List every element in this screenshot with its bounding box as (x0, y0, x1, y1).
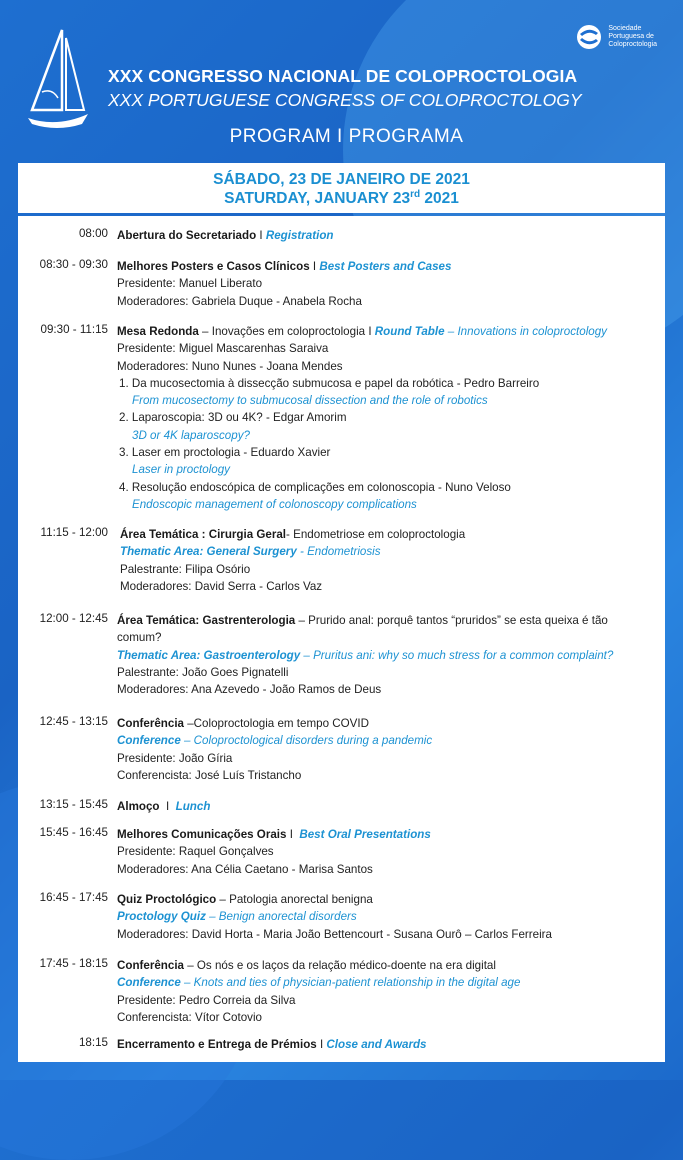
session-title-en: Best Posters and Cases (319, 260, 452, 273)
session-moderators: Moderadores: Ana Célia Caetano - Marisa Santos (117, 862, 373, 876)
session-speaker: Palestrante: Filipa Osório (120, 562, 251, 576)
society-logo (574, 24, 657, 50)
session-time: 11:15 - 12:00 (40, 526, 108, 539)
session-time: 12:00 - 12:45 (39, 612, 108, 625)
sailboat-logo (22, 28, 92, 133)
session-title: Área Temática: Gastrenterologia (117, 614, 296, 627)
session-chair: Presidente: Miguel Mascarenhas Saraiva (117, 342, 329, 356)
society-logo-icon (574, 24, 604, 50)
session-time: 08:00 (78, 227, 108, 240)
session-time: 12:45 - 13:15 (39, 715, 108, 728)
society-name-line: Sociedade (608, 25, 642, 32)
session-time: 09:30 - 11:15 (40, 323, 108, 336)
session-speaker: Conferencista: Vítor Cotovio (117, 1010, 262, 1024)
congress-title-pt: XXX CONGRESSO NACIONAL DE COLOPROCTOLOGIA (108, 66, 578, 86)
session-title-en: Conference (117, 976, 181, 990)
session-chair: Presidente: João Gíria (117, 751, 233, 765)
session-speaker: Conferencista: José Luís Tristancho (117, 768, 302, 782)
session-title-en: Conference (117, 734, 181, 748)
session-time: 16:45 - 17:45 (39, 891, 108, 904)
session-moderators: Moderadores: Nuno Nunes - Joana Mendes (117, 359, 343, 373)
session-moderators: Moderadores: David Horta - Maria João Bettencourt - Susana Ourô – Carlos Ferreira (117, 927, 552, 941)
session-title: Conferência (117, 717, 185, 730)
congress-title-en: XXX PORTUGUESE CONGRESS OF COLOPROCTOLOGY (108, 90, 582, 110)
session-time: 15:45 - 16:45 (39, 826, 108, 839)
session-title: Encerramento e Entrega de Prémios (117, 1038, 317, 1051)
day-band (18, 163, 665, 213)
society-name-line: Coloproctologia (608, 41, 657, 48)
session-title: Quiz Proctológico (117, 893, 217, 906)
talk-item-en: From mucosectomy to submucosal dissection and the role of robotics (132, 394, 488, 408)
society-name-line: Portuguesa de (608, 33, 654, 40)
session-chair: Presidente: Manuel Liberato (117, 277, 263, 291)
talk-item: 1. Da mucosectomia à dissecção submucosa e papel da robótica - Pedro Barreiro (119, 376, 540, 390)
talk-item: 4. Resolução endoscópica de complicações em colonoscopia - Nuno Veloso (119, 480, 511, 494)
session-speaker: Palestrante: João Goes Pignatelli (117, 665, 289, 679)
day-en: SATURDAY, JANUARY 23rd 2021 (224, 189, 459, 208)
session-title: Melhores Posters e Casos Clínicos (117, 260, 310, 273)
talk-item: 2. Laparoscopia: 3D ou 4K? - Edgar Amorim (119, 411, 347, 425)
session-title-en: Close and Awards (326, 1038, 427, 1051)
session-moderators: Moderadores: Gabriela Duque - Anabela Rocha (117, 294, 362, 308)
session-chair: Presidente: Pedro Correia da Silva (117, 993, 296, 1007)
session-title-en: Lunch (175, 800, 211, 813)
talk-item: 3. Laser em proctologia - Eduardo Xavier (119, 446, 331, 460)
talk-item-en: Laser in proctology (132, 463, 230, 477)
session-title-en: Thematic Area: General Surgery (120, 545, 297, 559)
session-title-en: Round Table (374, 325, 445, 338)
session-time: 17:45 - 18:15 (39, 957, 108, 970)
session-title: Conferência (117, 959, 185, 972)
day-pt: SÁBADO, 23 DE JANEIRO DE 2021 (213, 171, 470, 188)
session-title: Almoço (117, 800, 160, 813)
session-title-en: Proctology Quiz (117, 910, 206, 924)
session-title: Abertura do Secretariado (117, 229, 257, 242)
session-chair: Presidente: Raquel Gonçalves (117, 845, 274, 859)
session-title: Mesa Redonda (117, 325, 199, 338)
session-title-en: Best Oral Presentations (299, 828, 431, 841)
session-title-en: Thematic Area: Gastroenterology (117, 648, 301, 662)
session-time: 08:30 - 09:30 (39, 258, 108, 271)
program-panel: 08:00 Abertura do Secretariado I Registration 08:30 - 09:30 Melhores Posters e Casos Clínicos I Best Posters and Cases Presidente: Manuel Liberato Moderadores: Gabriela Duque - Anabela Rocha 09:30 - 11:15 Mesa Redonda – Inovações em coloproctologia I Round Table – Innovations in coloproctology Presidente: Miguel Mascarenhas Saraiva Moderadores: Nuno Nunes - Joana Mendes 1. Da mucosectomia à dissecção submucosa e papel da robótica - Pedro Barreiro From mucosectomy to submucosal dissection and the role of robotics 2. Laparoscopia: 3D ou 4K? - Edgar Amorim 3D or 4K laparoscopy? 3. Laser em proctologia - Eduardo Xavier Laser in proctology 4. Resolução endoscópica de complicações em colonoscopia - Nuno Veloso Endoscopic management of colonoscopy complications 11:15 - 12:00 Área Temática : Cirurgia Geral- Endometriose em coloproctologia Thematic Area: General Surgery - Endometriosis Palestrante: Filipa Osório Moderadores: David Serra - Carlos Vaz 12:00 - 12:45 Área Temática: Gastrenterologia – Prurido anal: porquê tantos “pruridos” se esta queixa é tão comum? Thematic Area: Gastroenterology – Pruritus ani: why so much stress for a common complaint? Palestrante: João Goes Pignatelli Moderadores: Ana Azevedo - João Ramos de Deus 12:45 - 13:15 Conferência –Coloproctologia em tempo COVID Conference – Coloproctological disorders during a pandemic Presidente: João Gíria Conferencista: José Luís Tristancho 13:15 - 15:45 Almoço I Lunch 15:45 - 16:45 Melhores Comunicações Orais I Best Oral Presentations Presidente: Raquel Gonçalves Moderadores: Ana Célia Caetano - Marisa Santos 16:45 - 17:45 Quiz Proctológico – Patologia anorectal benigna Proctology Quiz – Benign anorectal disorders Moderadores: David Horta - Maria João Bettencourt - Susana Ourô – Carlos Ferreira 17:45 - 18:15 Conferência – Os nós e os laços da relação médico-doente na era digital Conference – Knots and ties of physician-patient relationship in the digital age Presidente: Pedro Correia da Silva Conferencista: Vítor Cotovio 18:15 Encerramento e Entrega de Prémios I Close and Awards (18, 216, 665, 1062)
session-time: 18:15 (78, 1036, 108, 1049)
session-time: 13:15 - 15:45 (39, 798, 108, 811)
program-heading: PROGRAM I PROGRAMA (229, 126, 464, 147)
session-moderators: Moderadores: David Serra - Carlos Vaz (120, 579, 323, 593)
session-moderators: Moderadores: Ana Azevedo - João Ramos de Deus (117, 683, 382, 697)
session-title: Área Temática : Cirurgia Geral (120, 528, 287, 541)
talk-item-en: Endoscopic management of colonoscopy complications (132, 497, 417, 511)
session-title: Melhores Comunicações Orais (117, 828, 287, 841)
session-title-en: Registration (265, 229, 334, 242)
talk-item-en: 3D or 4K laparoscopy? (132, 428, 250, 442)
